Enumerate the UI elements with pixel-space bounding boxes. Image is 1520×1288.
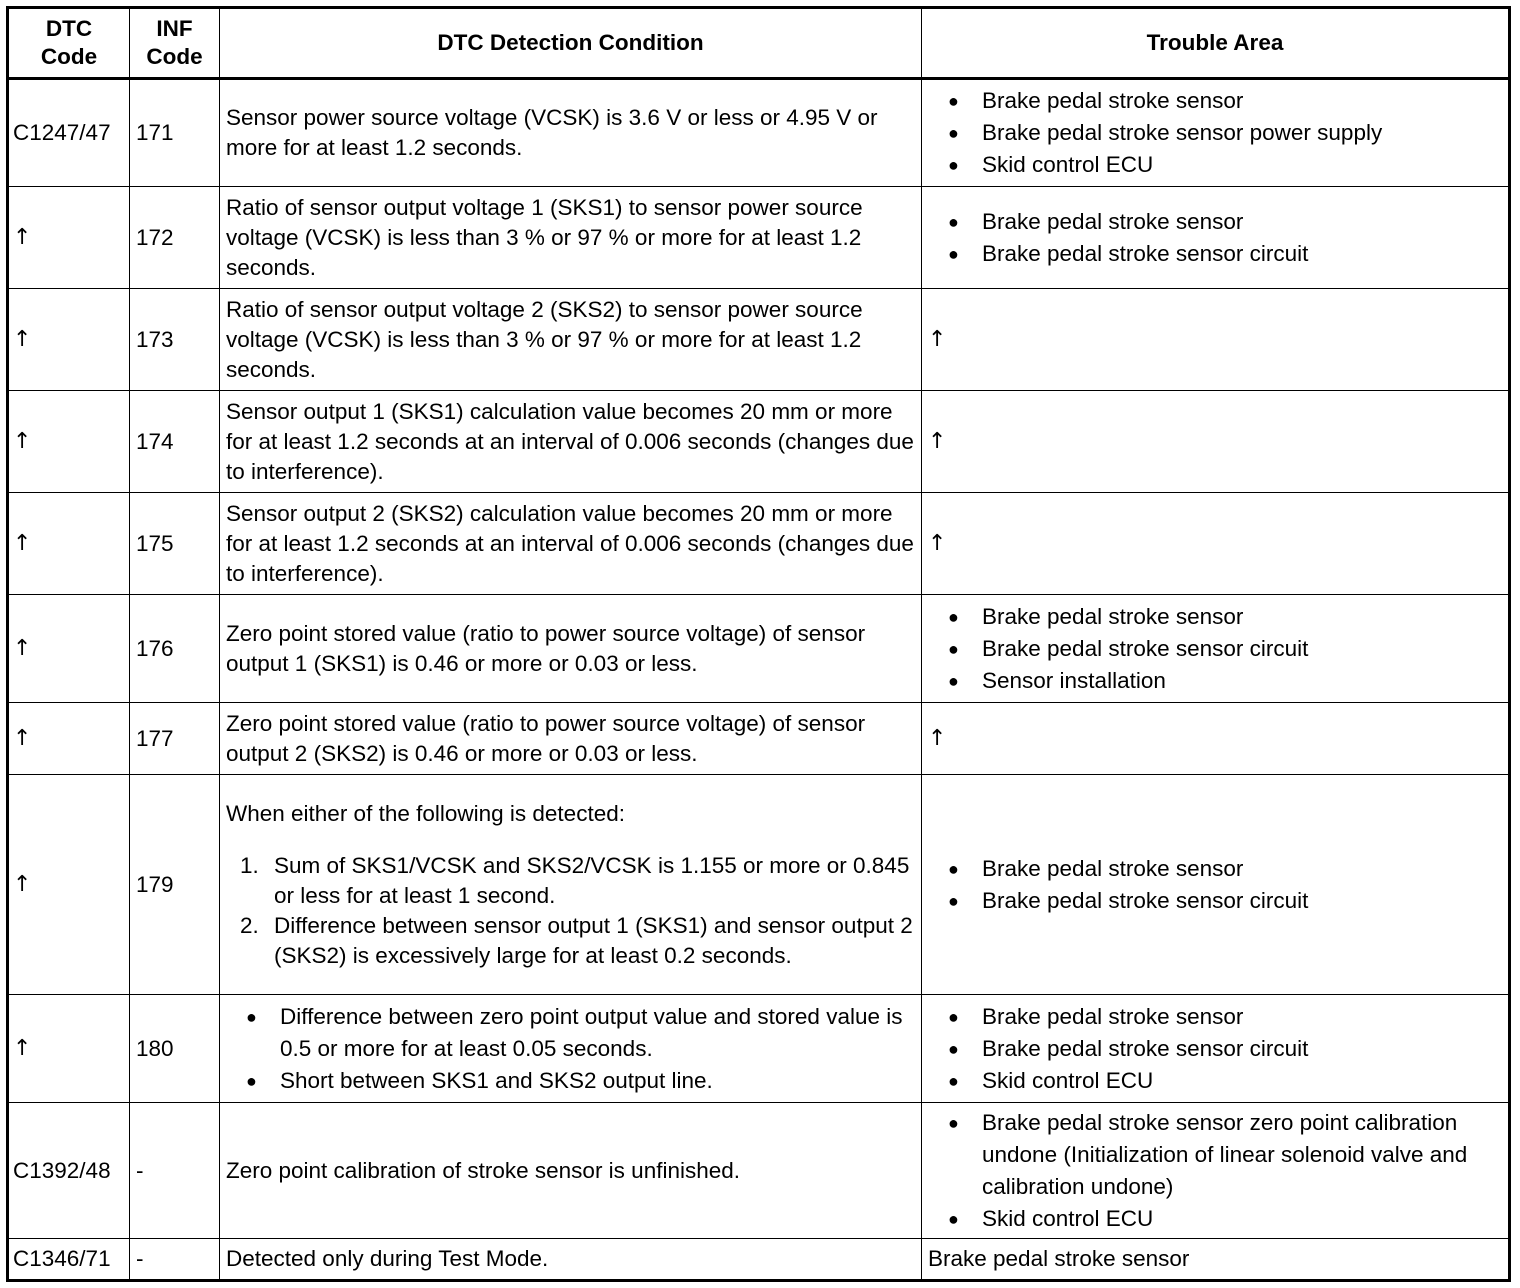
trouble-area-cell: Brake pedal stroke sensor xyxy=(922,1239,1510,1281)
dtc-code-cell: C1392/48 xyxy=(8,1103,130,1239)
condition-bullet: ● Short between SKS1 and SKS2 output line. xyxy=(246,1065,915,1097)
trouble-item: ● Brake pedal stroke sensor zero point calibration undone (Initialization of linear solenoid valve and calibration undone) xyxy=(948,1107,1502,1203)
dtc-code-cell: ↑ xyxy=(8,493,130,595)
table-row xyxy=(8,1103,1510,1239)
dtc-code-cell: ↑ xyxy=(8,995,130,1103)
trouble-area-cell xyxy=(922,995,1510,1103)
dtc-table xyxy=(6,6,1511,1282)
inf-code-cell: 180 xyxy=(130,995,220,1103)
condition-cell: Zero point calibration of stroke sensor is unfinished. xyxy=(220,1103,922,1239)
condition-cell: Detected only during Test Mode. xyxy=(220,1239,922,1281)
header-dtc-code: DTC Code xyxy=(8,8,130,79)
condition-cell: Sensor output 2 (SKS2) calculation value becomes 20 mm or more for at least 1.2 seconds at an interval of 0.006 seconds (changes due to interference). xyxy=(220,493,922,595)
condition-numbered-list xyxy=(226,851,915,971)
trouble-area-cell: ↑ xyxy=(922,703,1510,775)
inf-code-cell: 176 xyxy=(130,595,220,703)
condition-cell xyxy=(220,995,922,1103)
condition-bullet: ● Difference between zero point output value and stored value is 0.5 or more for at least 0.05 seconds. xyxy=(246,1001,915,1065)
header-condition: DTC Detection Condition xyxy=(220,8,922,79)
trouble-area-cell xyxy=(922,187,1510,289)
trouble-area-cell xyxy=(922,775,1510,995)
inf-code-cell: - xyxy=(130,1103,220,1239)
dtc-code-cell: ↑ xyxy=(8,391,130,493)
item-number: 1. xyxy=(240,852,259,878)
table-row xyxy=(8,703,1510,775)
trouble-area-cell xyxy=(922,1103,1510,1239)
dtc-code-cell: ↑ xyxy=(8,595,130,703)
trouble-item: ● Skid control ECU xyxy=(948,1065,1502,1097)
trouble-item: ● Brake pedal stroke sensor circuit xyxy=(948,633,1502,665)
trouble-area-cell: ↑ xyxy=(922,391,1510,493)
table-row xyxy=(8,187,1510,289)
trouble-area-cell: ↑ xyxy=(922,289,1510,391)
condition-cell xyxy=(220,775,922,995)
inf-code-cell: 173 xyxy=(130,289,220,391)
table-row xyxy=(8,775,1510,995)
condition-cell: Ratio of sensor output voltage 2 (SKS2) to sensor power source voltage (VCSK) is less than 3 % or 97 % or more for at least 1.2 seconds. xyxy=(220,289,922,391)
condition-numbered-item xyxy=(240,911,915,971)
dtc-code-cell: ↑ xyxy=(8,775,130,995)
table-row xyxy=(8,1239,1510,1281)
trouble-item: ● Sensor installation xyxy=(948,665,1502,697)
trouble-item: ● Brake pedal stroke sensor xyxy=(948,1001,1502,1033)
dtc-code-cell: ↑ xyxy=(8,187,130,289)
table-row xyxy=(8,289,1510,391)
table-row xyxy=(8,79,1510,187)
trouble-item: ● Brake pedal stroke sensor power supply xyxy=(948,117,1502,149)
inf-code-cell: 172 xyxy=(130,187,220,289)
header-trouble-area: Trouble Area xyxy=(922,8,1510,79)
table-row xyxy=(8,595,1510,703)
table-row xyxy=(8,995,1510,1103)
trouble-item: ● Brake pedal stroke sensor xyxy=(948,853,1502,885)
trouble-item: ● Brake pedal stroke sensor circuit xyxy=(948,885,1502,917)
dtc-code-cell: C1247/47 xyxy=(8,79,130,187)
item-text: Sum of SKS1/VCSK and SKS2/VCSK is 1.155 or more or 0.845 or less for at least 1 second. xyxy=(274,852,910,908)
dtc-code-cell: ↑ xyxy=(8,703,130,775)
trouble-item: ● Brake pedal stroke sensor xyxy=(948,85,1502,117)
condition-cell: Ratio of sensor output voltage 1 (SKS1) to sensor power source voltage (VCSK) is less than 3 % or 97 % or more for at least 1.2 seconds. xyxy=(220,187,922,289)
inf-code-cell: 171 xyxy=(130,79,220,187)
trouble-area-cell: ↑ xyxy=(922,493,1510,595)
header-inf-code: INF Code xyxy=(130,8,220,79)
trouble-area-cell xyxy=(922,595,1510,703)
trouble-item: ● Brake pedal stroke sensor xyxy=(948,601,1502,633)
inf-code-cell: - xyxy=(130,1239,220,1281)
condition-numbered-item xyxy=(240,851,915,911)
condition-cell: Sensor output 1 (SKS1) calculation value becomes 20 mm or more for at least 1.2 seconds at an interval of 0.006 seconds (changes due to interference). xyxy=(220,391,922,493)
table-row xyxy=(8,391,1510,493)
dtc-code-cell: ↑ xyxy=(8,289,130,391)
table-row xyxy=(8,493,1510,595)
condition-cell: Zero point stored value (ratio to power source voltage) of sensor output 2 (SKS2) is 0.46 or more or 0.03 or less. xyxy=(220,703,922,775)
dtc-code-cell: C1346/71 xyxy=(8,1239,130,1281)
trouble-item: ● Skid control ECU xyxy=(948,149,1502,181)
condition-intro: When either of the following is detected: xyxy=(226,800,625,826)
trouble-item: ● Skid control ECU xyxy=(948,1203,1502,1235)
trouble-item: ● Brake pedal stroke sensor circuit xyxy=(948,1033,1502,1065)
trouble-item: ● Brake pedal stroke sensor circuit xyxy=(948,238,1502,270)
condition-cell: Sensor power source voltage (VCSK) is 3.6 V or less or 4.95 V or more for at least 1.2 seconds. xyxy=(220,79,922,187)
item-text: Difference between sensor output 1 (SKS1) and sensor output 2 (SKS2) is excessively large for at least 0.2 seconds. xyxy=(274,912,913,968)
trouble-area-cell xyxy=(922,79,1510,187)
item-number: 2. xyxy=(240,912,259,938)
inf-code-cell: 174 xyxy=(130,391,220,493)
header-row xyxy=(8,8,1510,79)
inf-code-cell: 179 xyxy=(130,775,220,995)
trouble-item: ● Brake pedal stroke sensor xyxy=(948,206,1502,238)
inf-code-cell: 175 xyxy=(130,493,220,595)
condition-cell: Zero point stored value (ratio to power source voltage) of sensor output 1 (SKS1) is 0.46 or more or 0.03 or less. xyxy=(220,595,922,703)
inf-code-cell: 177 xyxy=(130,703,220,775)
